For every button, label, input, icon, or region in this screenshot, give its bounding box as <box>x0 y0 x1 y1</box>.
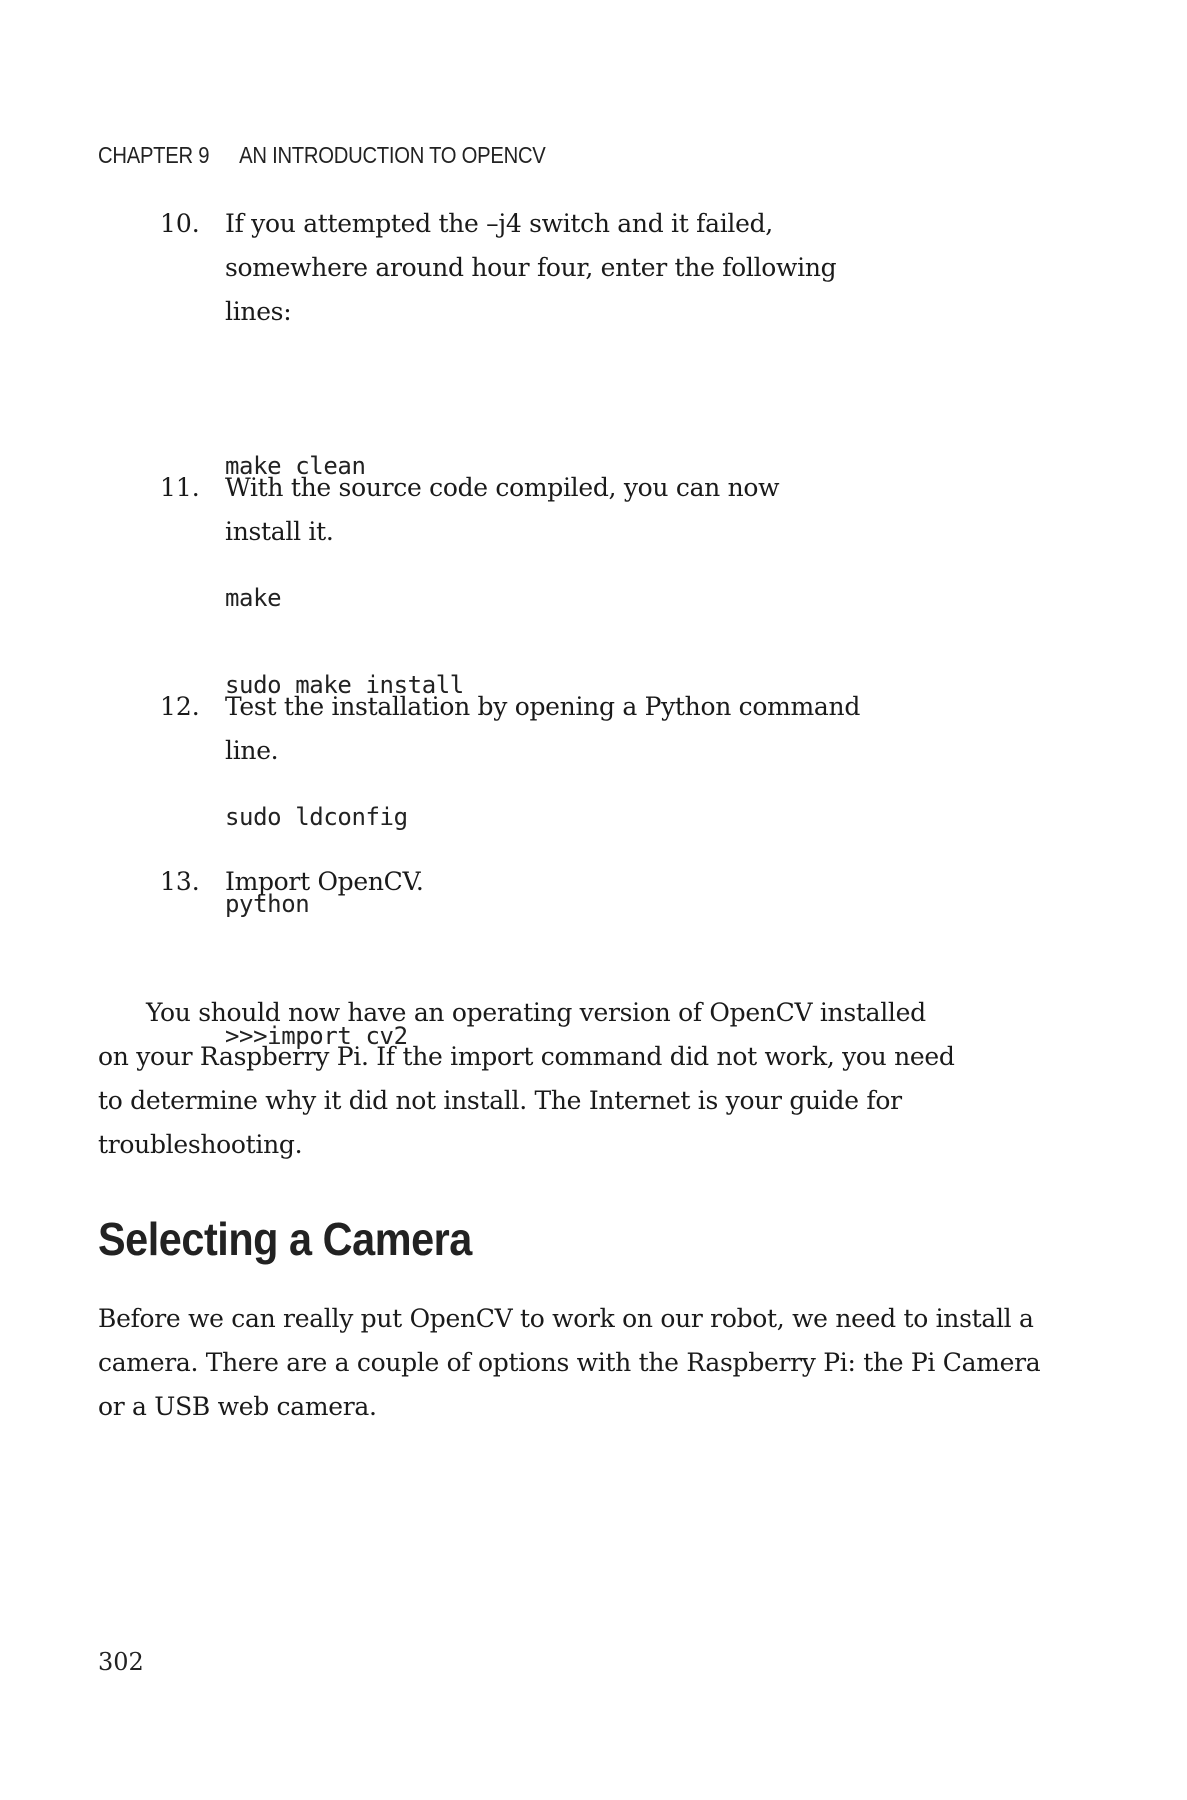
step-text-line: Import OpenCV. <box>225 867 424 896</box>
step-text-line: Test the installation by opening a Python command <box>225 692 861 721</box>
paragraph-line: to determine why it did not install. The Internet is your guide for <box>98 1086 902 1115</box>
chapter-label: CHAPTER 9 <box>98 142 210 168</box>
running-head <box>98 142 546 169</box>
step-text-line: lines: <box>225 297 292 326</box>
code-line: make clean <box>225 452 366 480</box>
step-number: 10. <box>160 209 200 238</box>
step-text-line: somewhere around hour four, enter the following <box>225 253 837 282</box>
step-text-line: If you attempted the –j4 switch and it failed, <box>225 209 773 238</box>
step-number: 13. <box>160 867 200 896</box>
code-line: >>>import cv2 <box>225 1022 408 1050</box>
step-text-line: line. <box>225 736 279 765</box>
paragraph-line: on your Raspberry Pi. If the import command did not work, you need <box>98 1042 955 1071</box>
paragraph-line: Before we can really put OpenCV to work on our robot, we need to install a <box>98 1304 1034 1333</box>
paragraph-line: troubleshooting. <box>98 1130 303 1159</box>
step-text <box>225 860 925 904</box>
paragraph-line: You should now have an operating version of OpenCV installed <box>146 998 926 1027</box>
step-text-line: With the source code compiled, you can now <box>225 473 780 502</box>
code-line: sudo make install <box>225 671 464 699</box>
body-paragraph <box>98 1297 1058 1429</box>
section-heading: Selecting a Camera <box>98 1213 472 1265</box>
code-line: sudo ldconfig <box>225 803 408 831</box>
step-text-line: install it. <box>225 517 334 546</box>
page-number: 302 <box>98 1648 144 1676</box>
step-number: 12. <box>160 692 200 721</box>
step-text <box>225 466 925 554</box>
body-paragraph <box>98 991 1058 1167</box>
paragraph-line: camera. There are a couple of options with the Raspberry Pi: the Pi Camera <box>98 1348 1041 1377</box>
step-text <box>225 685 925 773</box>
chapter-title: AN INTRODUCTION TO OPENCV <box>239 142 546 168</box>
code-line: make <box>225 584 282 612</box>
step-text <box>225 202 925 334</box>
code-line: python <box>225 890 310 918</box>
paragraph-line: or a USB web camera. <box>98 1392 377 1421</box>
step-number: 11. <box>160 473 200 502</box>
